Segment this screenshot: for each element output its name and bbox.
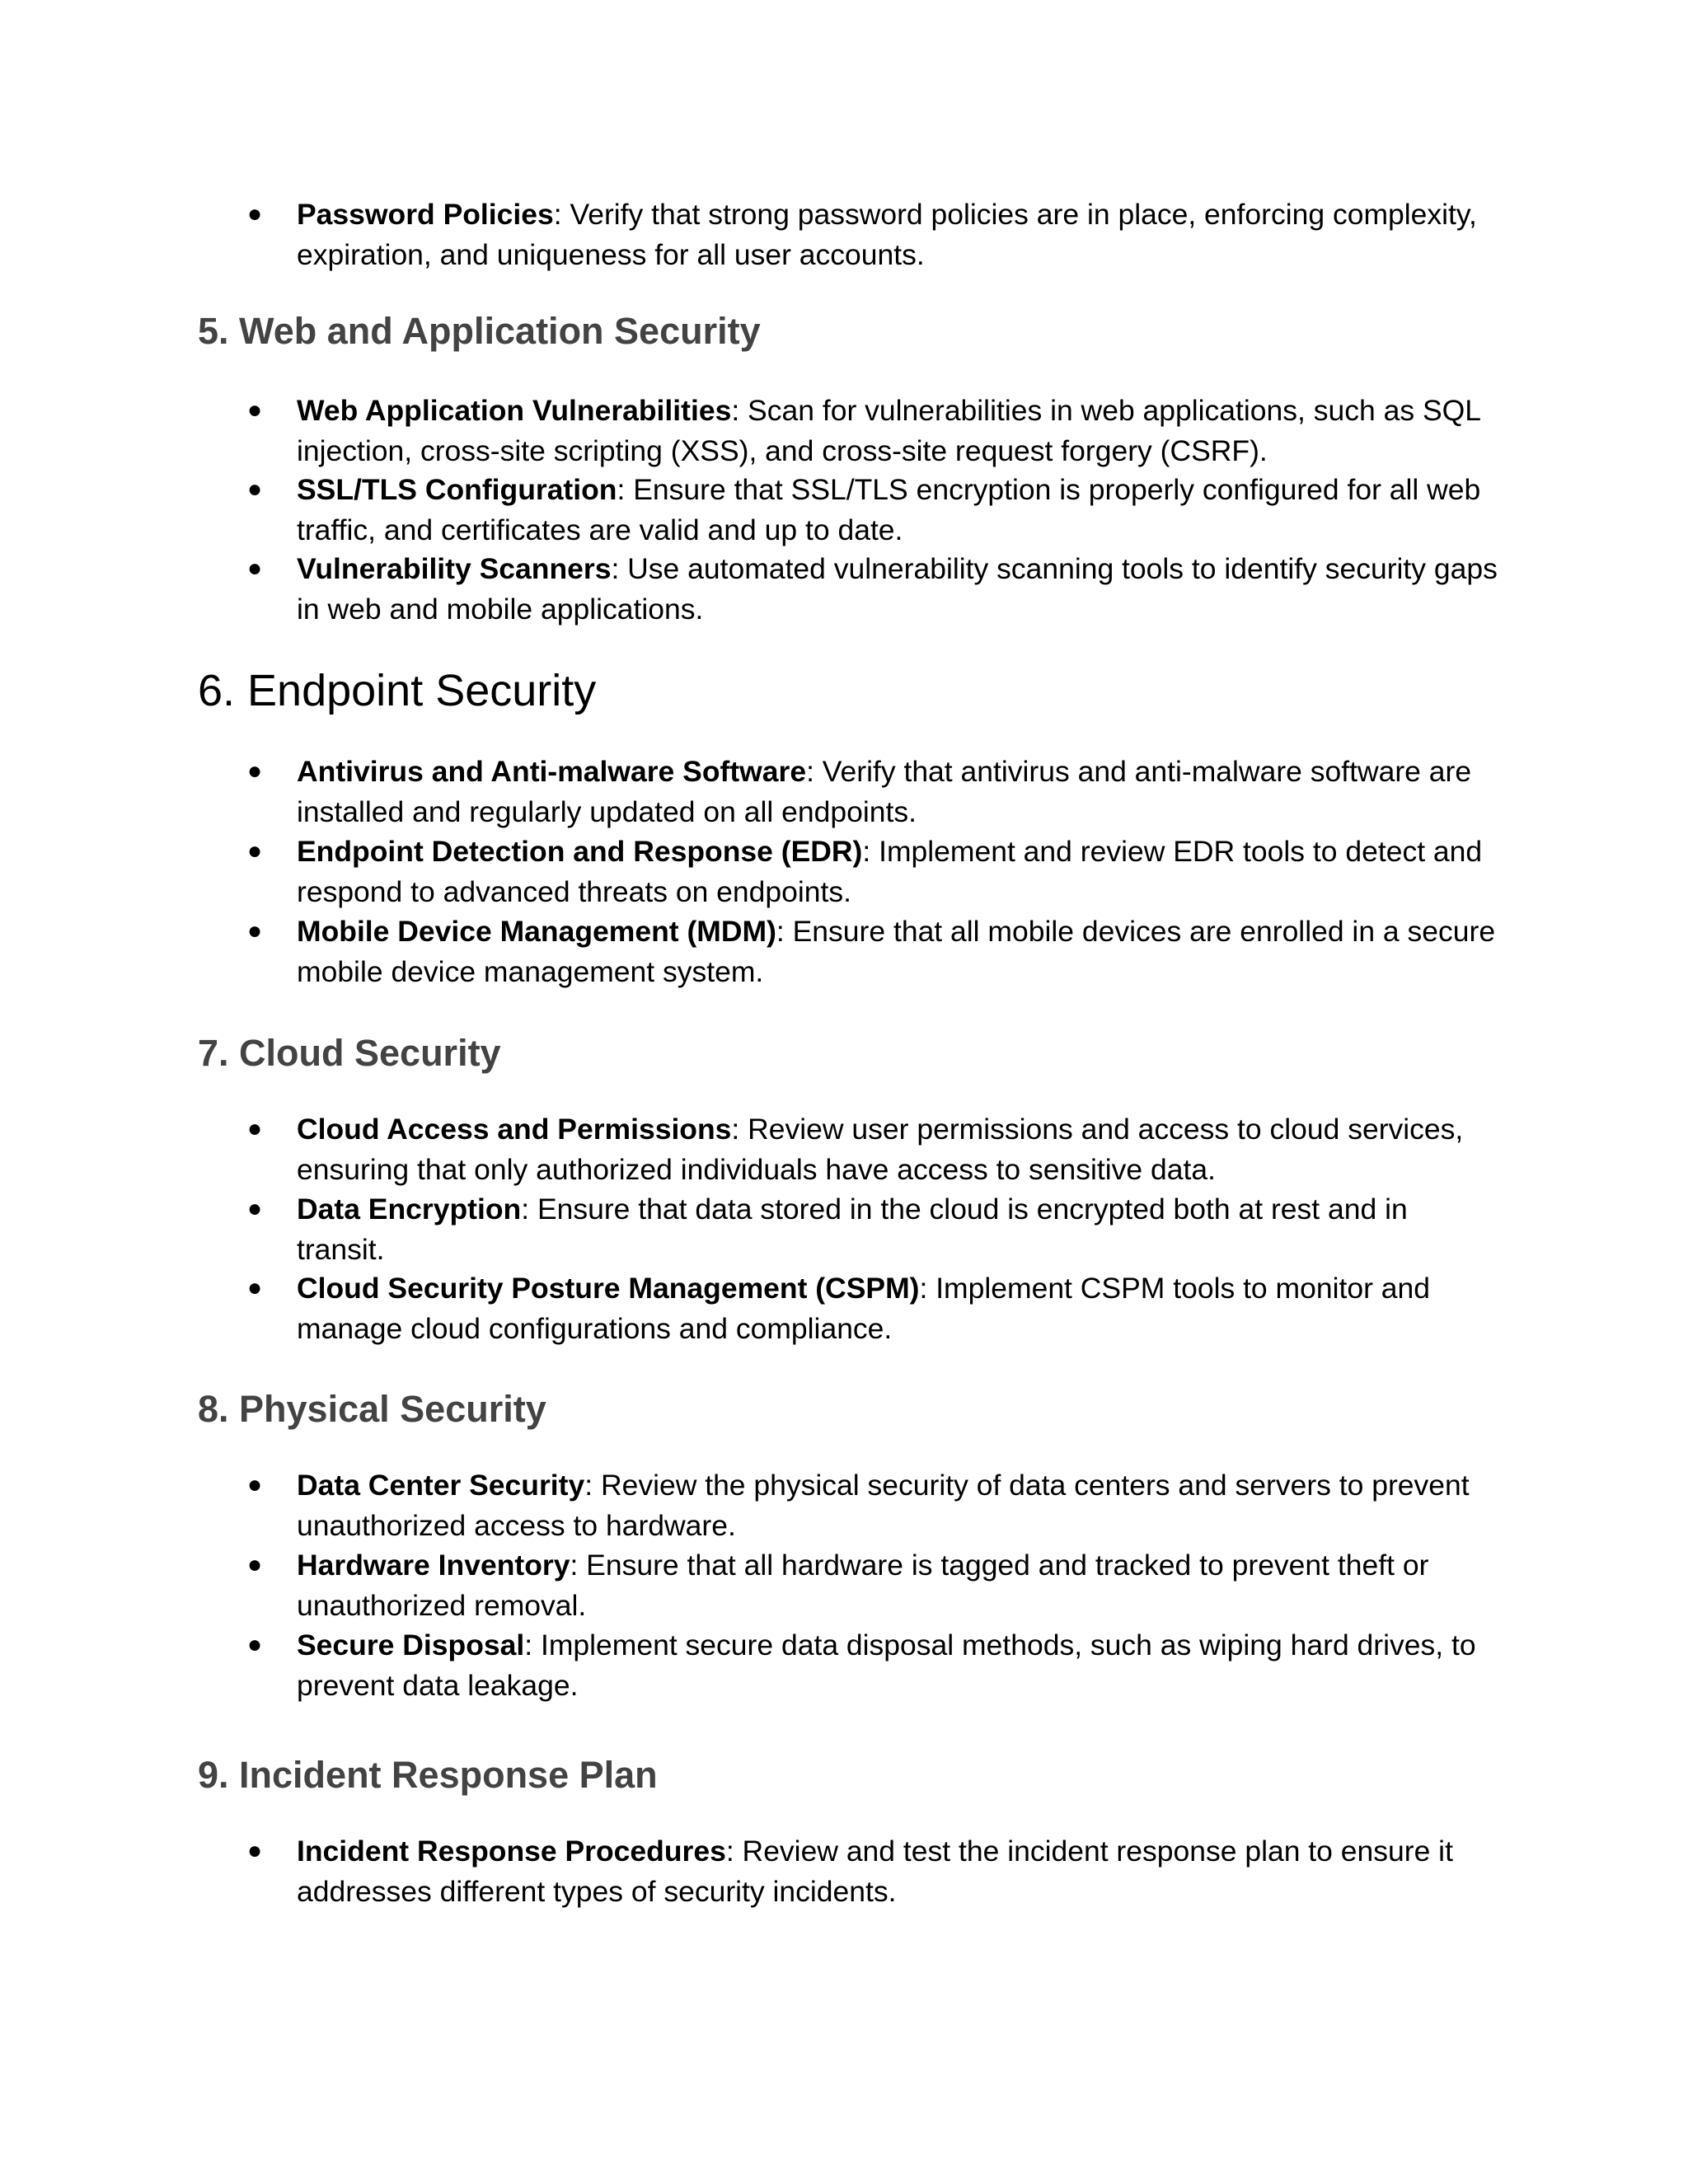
section-heading: 7. Cloud Security (198, 1032, 501, 1074)
list-item-text (297, 470, 1500, 550)
list-item-text (297, 1625, 1500, 1705)
bullet-dot: ● (247, 757, 263, 785)
section-heading: 5. Web and Application Security (198, 310, 761, 352)
bullet-dot: ● (247, 476, 263, 503)
bullet-dot: ● (247, 1631, 263, 1658)
bullet-dot: ● (247, 555, 263, 582)
bullet-dot: ● (247, 1551, 263, 1578)
list-item-term: Secure Disposal (297, 1629, 525, 1661)
list-item-description: : Ensure that data stored in the cloud is encrypted both at rest and in transit. (297, 1193, 1408, 1266)
list-item-text (297, 1465, 1500, 1545)
section-heading: 6. Endpoint Security (198, 666, 597, 715)
list-item-description: : Review user permissions and access to cloud services, ensuring that only authorized individuals have access to sensitive data. (297, 1113, 1464, 1186)
list-item-term: Password Policies (297, 198, 554, 231)
bullet-dot: ● (247, 200, 263, 227)
bullet-dot: ● (247, 1274, 263, 1301)
list-item-text (297, 1831, 1500, 1911)
list-item-text (297, 194, 1500, 274)
list-item-text (297, 1109, 1500, 1189)
section-heading: 8. Physical Security (198, 1388, 546, 1430)
section-heading: 9. Incident Response Plan (198, 1754, 658, 1796)
list-item-term: Data Encryption (297, 1193, 522, 1226)
list-item-term: Data Center Security (297, 1469, 585, 1502)
list-item-term: Cloud Access and Permissions (297, 1113, 732, 1146)
list-item-term: Antivirus and Anti-malware Software (297, 755, 807, 788)
list-item-term: Endpoint Detection and Response (EDR) (297, 835, 863, 868)
list-item-text (297, 752, 1500, 832)
list-item-description: : Ensure that all mobile devices are enrolled in a secure mobile device management system. (297, 915, 1496, 988)
list-item-description: : Review the physical security of data centers and servers to prevent unauthorized access to hardware. (297, 1469, 1470, 1542)
list-item-text (297, 1545, 1500, 1625)
list-item-text (297, 912, 1500, 991)
list-item-term: SSL/TLS Configuration (297, 473, 617, 506)
list-item-description: : Implement CSPM tools to monitor and manage cloud configurations and compliance. (297, 1272, 1431, 1345)
list-item-text (297, 549, 1500, 629)
bullet-dot: ● (247, 1471, 263, 1498)
list-item-text (297, 832, 1500, 912)
list-item-text (297, 391, 1500, 471)
bullet-dot: ● (247, 396, 263, 424)
list-item-term: Incident Response Procedures (297, 1835, 726, 1868)
list-item-description: : Ensure that all hardware is tagged and tracked to prevent theft or unauthorized removal. (297, 1549, 1429, 1622)
bullet-dot: ● (247, 1115, 263, 1142)
list-item-description: : Implement secure data disposal methods, such as wiping hard drives, to prevent data leakage. (297, 1629, 1476, 1702)
list-item-term: Web Application Vulnerabilities (297, 394, 732, 427)
list-item-description: : Use automated vulnerability scanning tools to identify security gaps in web and mobile applications. (297, 552, 1498, 626)
bullet-dot: ● (247, 837, 263, 865)
bullet-dot: ● (247, 1837, 263, 1864)
list-item-description: : Verify that antivirus and anti-malware software are installed and regularly updated on all endpoints. (297, 755, 1472, 828)
list-item-text (297, 1268, 1500, 1348)
list-item-term: Mobile Device Management (MDM) (297, 915, 776, 948)
list-item-description: : Implement and review EDR tools to detect and respond to advanced threats on endpoints. (297, 835, 1483, 908)
list-item-description: : Verify that strong password policies are in place, enforcing complexity, expiration, and uniqueness for all user accounts. (297, 198, 1477, 271)
list-item-text (297, 1189, 1500, 1269)
bullet-dot: ● (247, 1195, 263, 1222)
bullet-dot: ● (247, 917, 263, 944)
list-item-description: : Ensure that SSL/TLS encryption is properly configured for all web traffic, and certificates are valid and up to date. (297, 473, 1481, 546)
list-item-term: Hardware Inventory (297, 1549, 570, 1582)
list-item-description: : Review and test the incident response plan to ensure it addresses different types of security incidents. (297, 1835, 1453, 1908)
list-item-term: Vulnerability Scanners (297, 552, 612, 585)
list-item-term: Cloud Security Posture Management (CSPM) (297, 1272, 920, 1305)
list-item-description: : Scan for vulnerabilities in web applications, such as SQL injection, cross-site scripting (XSS), and cross-site request forgery (CSRF). (297, 394, 1480, 467)
